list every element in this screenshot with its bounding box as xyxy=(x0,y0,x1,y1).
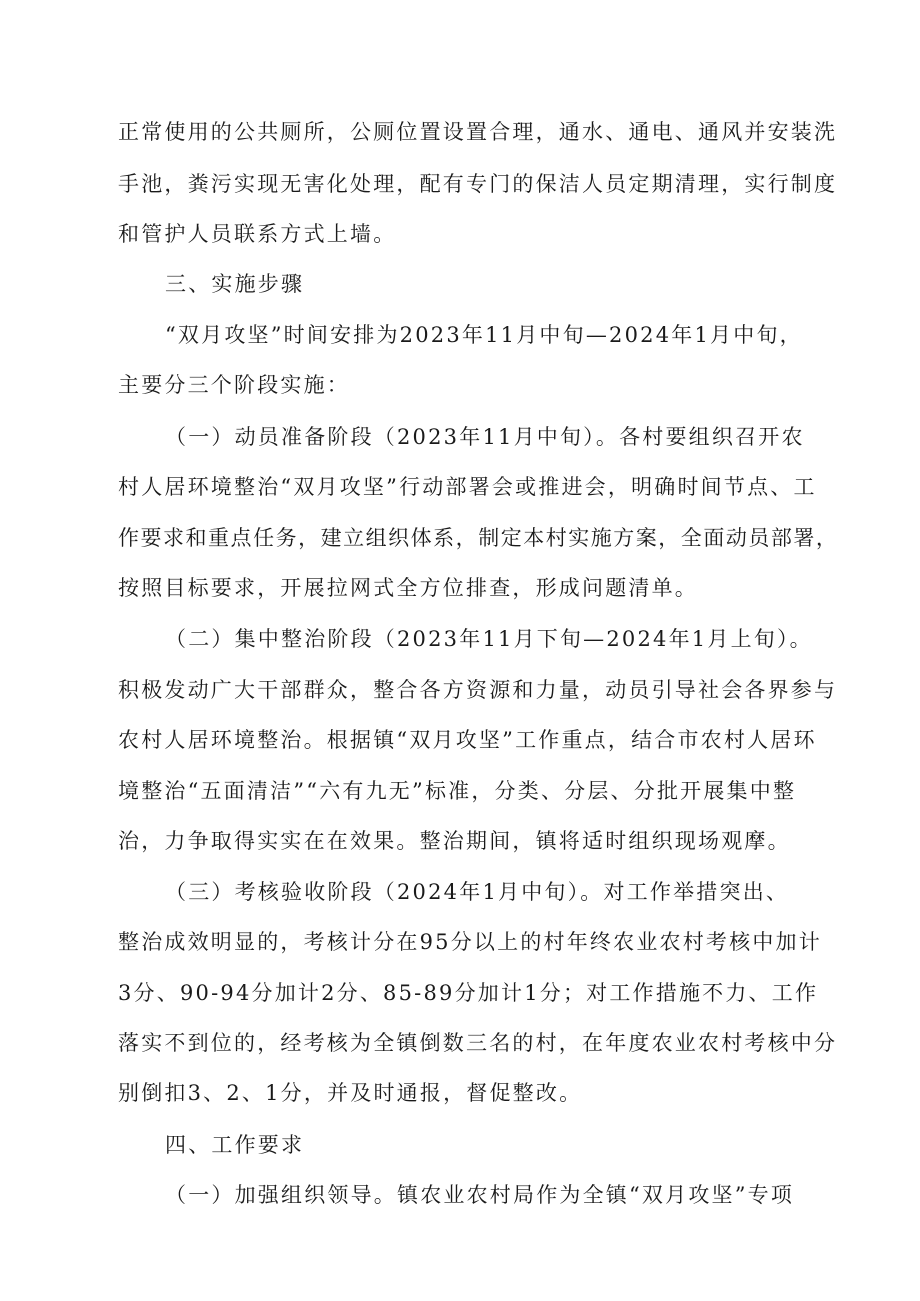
text-line: 按照目标要求，开展拉网式全方位排查，形成问题清单。 xyxy=(118,576,698,600)
text-line: 正常使用的公共厕所，公厕位置设置合理，通水、通电、通风并安装洗 xyxy=(118,120,838,144)
text-line: 整治成效明显的，考核计分在95分以上的村年终农业农村考核中加计 xyxy=(118,930,822,954)
text-line: 农村人居环境整治。根据镇“双月攻坚”工作重点，结合市农村人居环 xyxy=(118,728,817,752)
text-line: 和管护人员联系方式上墙。 xyxy=(118,222,397,246)
text-line: 村人居环境整治“双月攻坚”行动部署会或推进会，明确时间节点、工 xyxy=(118,475,817,499)
text-line: 作要求和重点任务，建立组织体系，制定本村实施方案，全面动员部署， xyxy=(118,526,839,550)
section-heading: 三、实施步骤 xyxy=(165,272,305,296)
text-line: （三）考核验收阶段（2024年1月中旬）。对工作举措突出、 xyxy=(165,880,790,904)
text-line: 3分、90-94分加计2分、85-89分加计1分；对工作措施不力、工作 xyxy=(118,981,819,1005)
text-line: 落实不到位的，经考核为全镇倒数三名的村，在年度农业农村考核中分 xyxy=(118,1031,838,1055)
text-line: （一）加强组织领导。镇农业农村局作为全镇“双月攻坚”专项 xyxy=(165,1183,795,1207)
section-heading: 四、工作要求 xyxy=(165,1133,305,1157)
text-line: 境整治“五面清洁”“六有九无”标准，分类、分层、分批开展集中整 xyxy=(118,779,797,803)
text-line: 别倒扣3、2、1分，并及时通报，督促整改。 xyxy=(118,1081,583,1105)
text-line: 手池，粪污实现无害化处理，配有专门的保洁人员定期清理，实行制度 xyxy=(118,172,838,196)
text-line: 积极发动广大干部群众，整合各方资源和力量，动员引导社会各界参与 xyxy=(118,678,838,702)
text-line: “双月攻坚”时间安排为2023年11月中旬—2024年1月中旬， xyxy=(165,323,803,347)
text-line: （二）集中整治阶段（2023年11月下旬—2024年1月上旬）。 xyxy=(165,627,813,651)
text-line: 治，力争取得实实在在效果。整治期间，镇将适时组织现场观摩。 xyxy=(118,829,791,853)
text-line: 主要分三个阶段实施： xyxy=(118,373,350,397)
text-line: （一）动员准备阶段（2023年11月中旬）。各村要组织召开农 xyxy=(165,425,805,449)
